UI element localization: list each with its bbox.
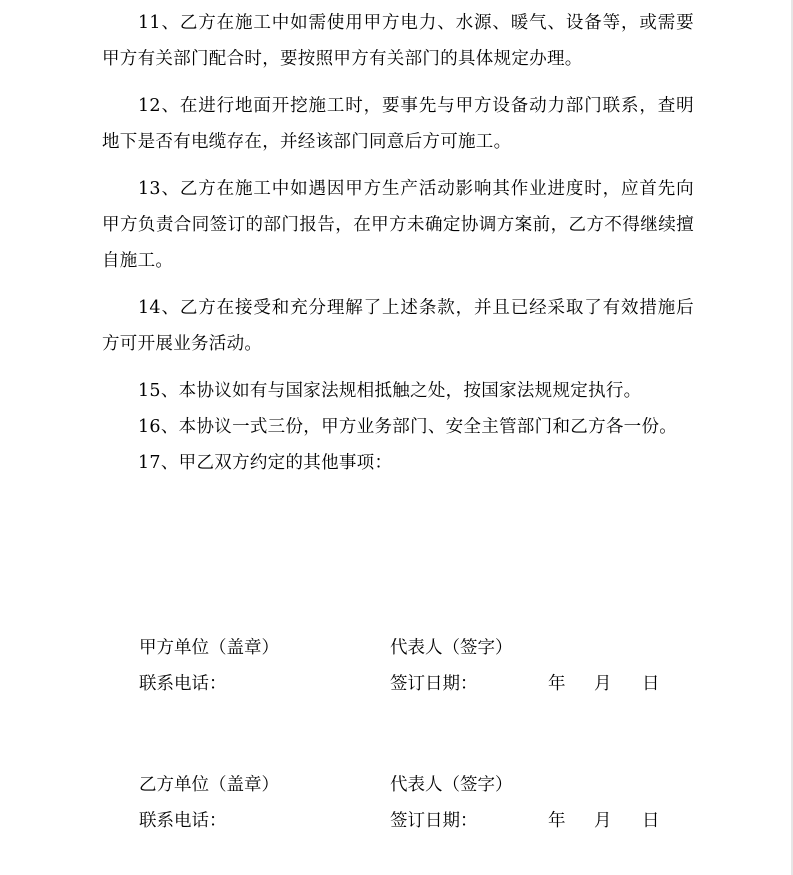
party-b-unit-label: 乙方单位（盖章） bbox=[139, 775, 279, 795]
clause-11: 11、乙方在施工中如需使用甲方电力、水源、暖气、设备等，或需要甲方有关部门配合时，要按照甲方有关部门的具体规定办理。 bbox=[102, 13, 694, 69]
clause-13: 13、乙方在施工中如遇因甲方生产活动影响其作业进度时，应首先向甲方负责合同签订的部门报告，在甲方未确定协调方案前，乙方不得继续擅自施工。 bbox=[102, 179, 694, 271]
clause-15: 15、本协议如有与国家法规相抵触之处，按国家法规规定执行。 bbox=[138, 381, 642, 401]
party-a-sign-date-label: 签订日期： bbox=[390, 674, 478, 694]
party-b-phone-label: 联系电话： bbox=[139, 811, 227, 831]
party-a-day-label: 日 bbox=[642, 674, 660, 694]
clause-14: 14、乙方在接受和充分理解了上述条款，并且已经采取了有效措施后方可开展业务活动。 bbox=[102, 298, 694, 354]
clause-12: 12、在进行地面开挖施工时，要事先与甲方设备动力部门联系，查明地下是否有电缆存在，并经该部门同意后方可施工。 bbox=[102, 96, 694, 152]
party-b-representative-label: 代表人（签字） bbox=[390, 775, 513, 795]
party-a-representative-label: 代表人（签字） bbox=[390, 638, 513, 658]
party-a-unit-label: 甲方单位（盖章） bbox=[139, 638, 279, 658]
party-b-day-label: 日 bbox=[642, 811, 660, 831]
party-a-year-label: 年 bbox=[548, 674, 566, 694]
clause-17: 17、甲乙双方约定的其他事项： bbox=[138, 453, 393, 473]
party-a-month-label: 月 bbox=[594, 674, 612, 694]
party-b-year-label: 年 bbox=[548, 811, 566, 831]
clause-16: 16、本协议一式三份，甲方业务部门、安全主管部门和乙方各一份。 bbox=[138, 417, 678, 437]
agreement-clauses bbox=[102, 5, 694, 481]
party-a-phone-label: 联系电话： bbox=[139, 674, 227, 694]
party-b-sign-date-label: 签订日期： bbox=[390, 811, 478, 831]
party-b-month-label: 月 bbox=[594, 811, 612, 831]
